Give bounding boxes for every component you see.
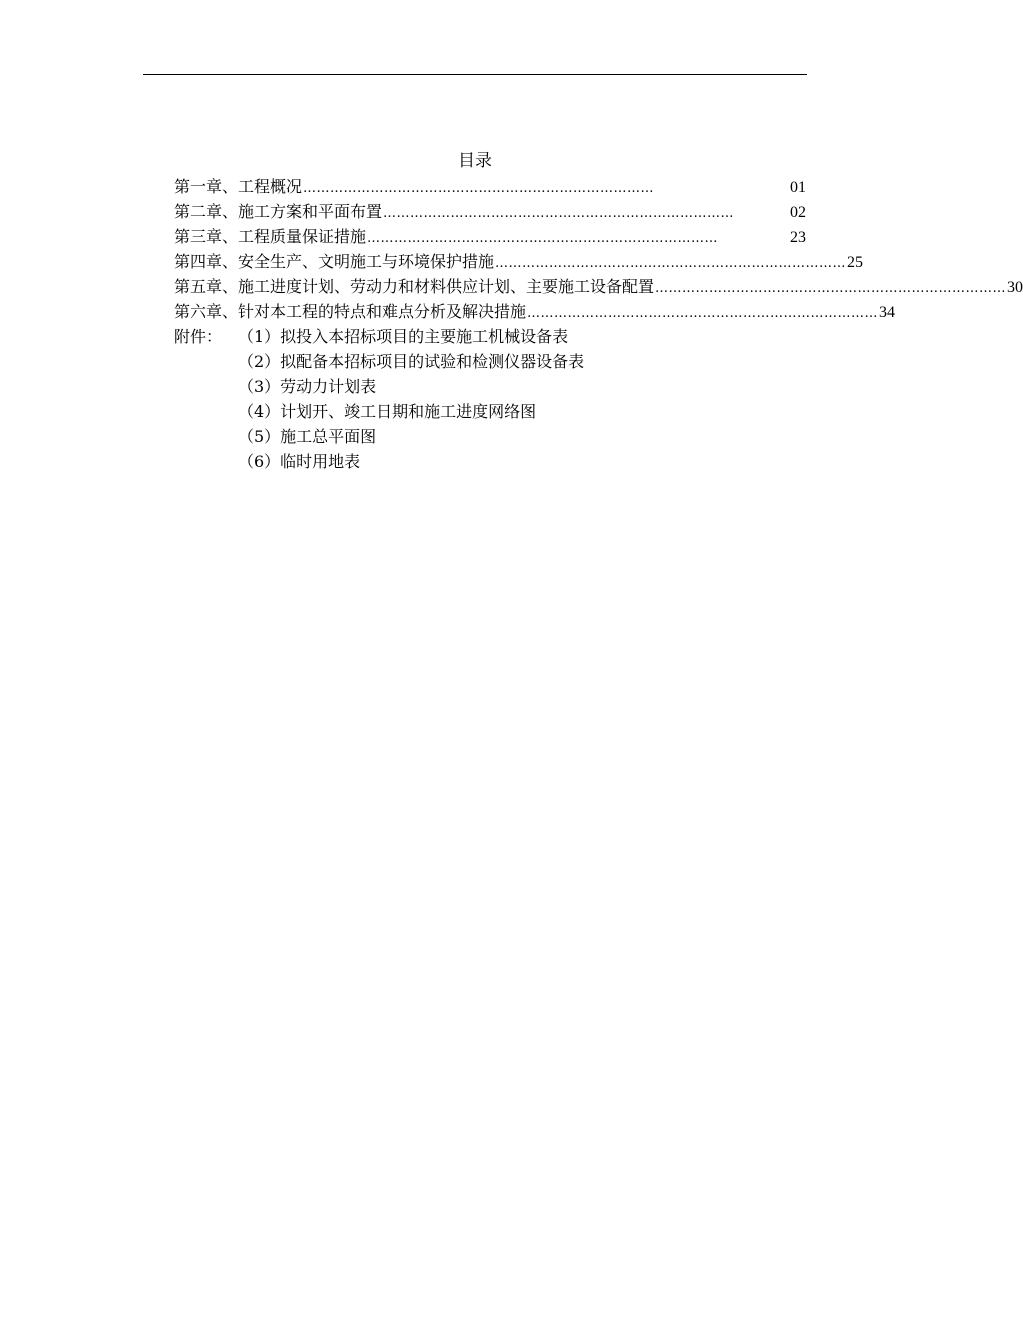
toc-entry-label: 第六章、针对本工程的特点和难点分析及解决措施: [174, 302, 527, 321]
toc-page-number: 34: [879, 304, 896, 321]
toc-entry-label: 第二章、施工方案和平面布置: [174, 202, 383, 221]
appendix-indent: [174, 424, 238, 449]
toc-page-number: 02: [790, 204, 806, 221]
toc-dot-leader: ……………………………………………………………………: [383, 206, 735, 221]
appendix-item[interactable]: [174, 349, 806, 374]
appendix-item[interactable]: [174, 399, 806, 424]
appendix-item[interactable]: [174, 374, 806, 399]
toc-entry-label: 第五章、施工进度计划、劳动力和材料供应计划、主要施工设备配置: [174, 277, 655, 296]
appendix-indent: [174, 349, 238, 374]
toc-dot-leader: ……………………………………………………………………: [495, 256, 847, 271]
appendix-indent: [174, 399, 238, 424]
toc-dot-leader: ……………………………………………………………………: [303, 181, 655, 196]
table-of-contents: [174, 174, 1023, 324]
appendix-item-label: （5）施工总平面图: [238, 427, 377, 446]
toc-entry-chapter-3[interactable]: [174, 224, 806, 249]
toc-page-number: 01: [790, 179, 806, 196]
appendix-item-label: （3）劳动力计划表: [238, 377, 377, 396]
toc-entry-chapter-5[interactable]: [174, 274, 1023, 299]
appendix-item-label: （6）临时用地表: [238, 452, 361, 471]
toc-entry-label: 第四章、安全生产、文明施工与环境保护措施: [174, 252, 495, 271]
appendix-indent: [174, 449, 238, 474]
toc-entry-label: 第一章、工程概况: [174, 177, 303, 196]
appendix-item-label: （2）拟配备本招标项目的试验和检测仪器设备表: [238, 352, 585, 371]
toc-page-number: 25: [847, 254, 864, 271]
toc-title: 目录: [458, 151, 492, 171]
toc-entry-label: 第三章、工程质量保证措施: [174, 227, 367, 246]
toc-dot-leader: ……………………………………………………………………: [527, 306, 879, 321]
appendix-item[interactable]: [174, 424, 806, 449]
appendix-list: [174, 324, 806, 474]
header-rule: [143, 74, 807, 75]
toc-page-number: 30: [1007, 279, 1023, 296]
appendix-prefix: 附件：: [174, 327, 223, 346]
toc-dot-leader: ……………………………………………………………………: [655, 281, 1007, 296]
appendix-indent: [174, 374, 238, 399]
appendix-item[interactable]: [174, 449, 806, 474]
toc-entry-chapter-4[interactable]: [174, 249, 864, 274]
toc-entry-chapter-1[interactable]: [174, 174, 806, 199]
toc-entry-chapter-6[interactable]: [174, 299, 896, 324]
toc-dot-leader: ……………………………………………………………………: [367, 231, 719, 246]
appendix-item[interactable]: [174, 324, 806, 349]
appendix-item-label: （1）拟投入本招标项目的主要施工机械设备表: [238, 327, 569, 346]
appendix-item-label: （4）计划开、竣工日期和施工进度网络图: [238, 402, 537, 421]
toc-entry-chapter-2[interactable]: [174, 199, 806, 224]
toc-page-number: 23: [790, 229, 806, 246]
